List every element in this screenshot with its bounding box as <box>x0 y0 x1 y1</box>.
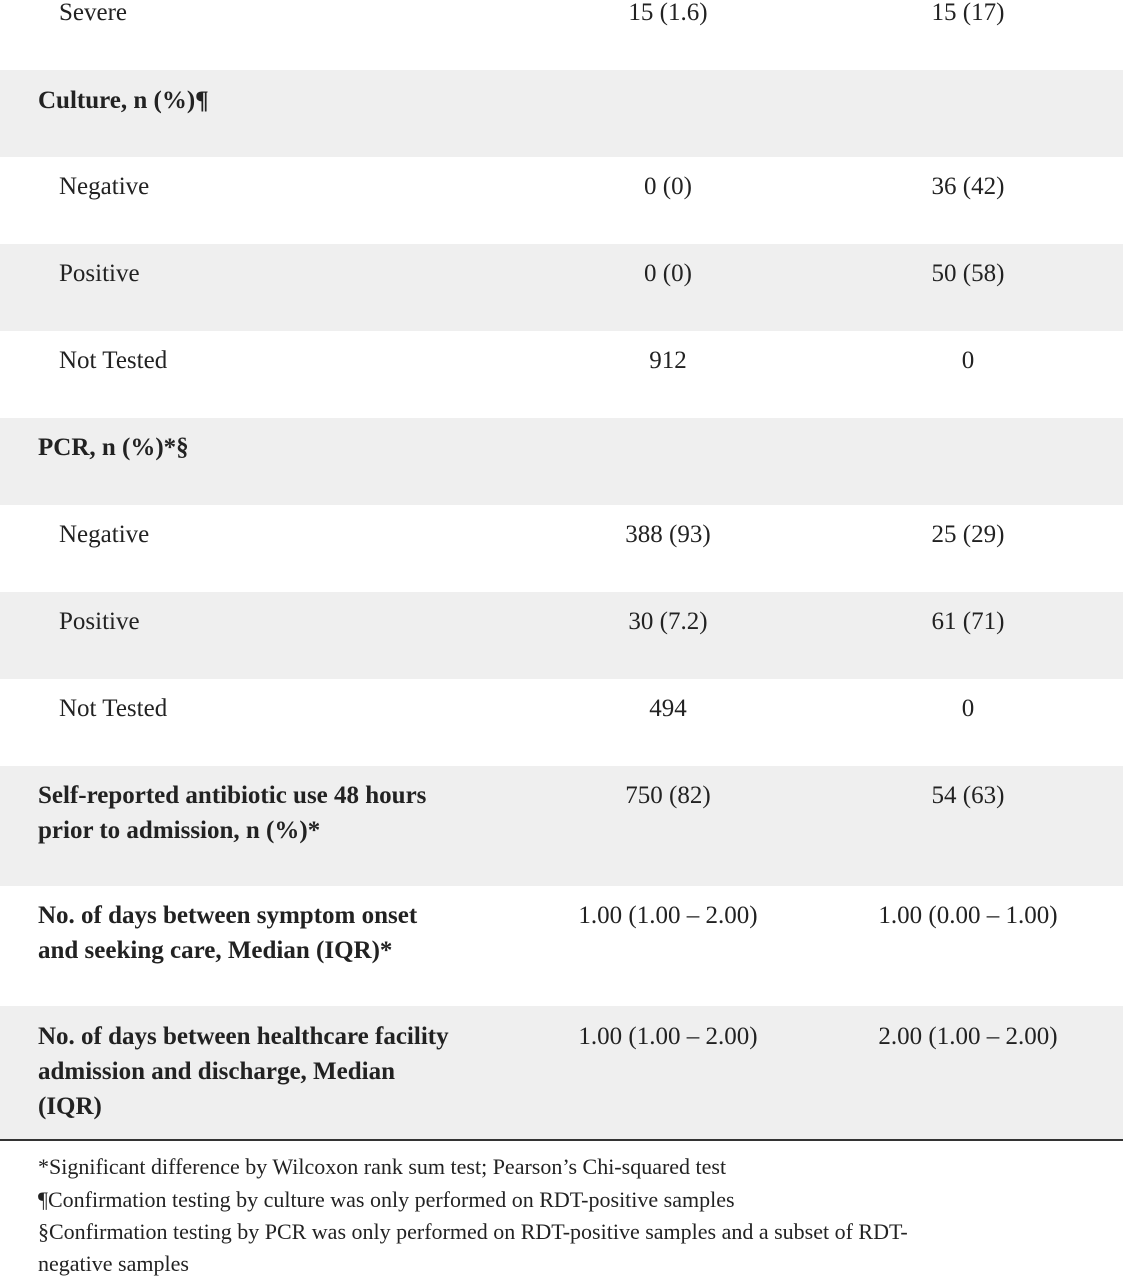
table-row <box>0 157 1123 244</box>
row-value-col1: 912 <box>649 347 687 374</box>
row-value-col2: 2.00 (1.00 – 2.00) <box>878 1023 1058 1050</box>
row-value-col2: 50 (58) <box>931 260 1005 287</box>
section-label: PCR, n (%)*§ <box>38 434 189 461</box>
row-value-col1: 750 (82) <box>625 782 711 809</box>
row-label-line: and seeking care, Median (IQR)* <box>38 937 393 964</box>
row-label-line: (IQR) <box>38 1093 102 1120</box>
row-label-line: prior to admission, n (%)* <box>38 817 321 844</box>
row-value-col2: 1.00 (0.00 – 1.00) <box>878 902 1058 929</box>
row-label: Negative <box>59 173 150 200</box>
row-value-col1: 0 (0) <box>644 173 692 200</box>
table-row <box>0 592 1123 679</box>
footnote-significance: *Significant difference by Wilcoxon rank sum test; Pearson’s Chi-squared test <box>38 1154 727 1179</box>
row-label-line: admission and discharge, Median <box>38 1058 396 1085</box>
row-value-col1: 388 (93) <box>625 521 711 548</box>
row-label: Positive <box>59 608 140 635</box>
row-value-col2: 15 (17) <box>931 0 1005 26</box>
row-label-line: No. of days between symptom onset <box>38 902 418 929</box>
table-row-severe <box>0 0 1123 70</box>
row-value-col1: 0 (0) <box>644 260 692 287</box>
row-value-col2: 0 <box>961 347 975 374</box>
row-value-col2: 54 (63) <box>931 782 1005 809</box>
row-label: Negative <box>59 521 150 548</box>
row-label <box>38 1019 508 1124</box>
row-value-col1: 494 <box>649 695 687 722</box>
row-label: Not Tested <box>59 695 168 722</box>
table-bottom-rule <box>0 1139 1123 1141</box>
row-label: Positive <box>59 260 140 287</box>
row-value-col2: 61 (71) <box>931 608 1005 635</box>
table-row <box>0 331 1123 418</box>
row-value-col2: 0 <box>961 695 975 722</box>
row-label <box>38 898 508 968</box>
footnote-pcr: §Confirmation testing by PCR was only performed on RDT-positive samples and a subset of RDT- <box>38 1219 908 1244</box>
row-value-col1: 1.00 (1.00 – 2.00) <box>578 1023 758 1050</box>
row-label-line: Self-reported antibiotic use 48 hours <box>38 782 427 809</box>
table-row-admission-discharge <box>0 1006 1123 1140</box>
row-value-col1: 30 (7.2) <box>628 608 708 635</box>
table-row-symptom-onset <box>0 886 1123 1006</box>
footnote-culture: ¶Confirmation testing by culture was only performed on RDT-positive samples <box>38 1187 735 1212</box>
row-label: Severe <box>59 0 128 26</box>
row-value-col1: 1.00 (1.00 – 2.00) <box>578 902 758 929</box>
row-value-col2: 25 (29) <box>931 521 1005 548</box>
table-section-pcr <box>0 418 1123 505</box>
row-label-line: No. of days between healthcare facility <box>38 1023 449 1050</box>
row-value-col2: 36 (42) <box>931 173 1005 200</box>
row-label: Not Tested <box>59 347 168 374</box>
section-label: Culture, n (%)¶ <box>38 87 209 114</box>
row-label <box>38 778 508 848</box>
footnote-pcr-continued: negative samples <box>38 1251 189 1276</box>
table-row <box>0 244 1123 331</box>
table-row <box>0 679 1123 766</box>
table-row <box>0 505 1123 592</box>
table-row-antibiotic-use <box>0 766 1123 886</box>
table-section-culture <box>0 70 1123 157</box>
row-value-col1: 15 (1.6) <box>628 0 708 26</box>
